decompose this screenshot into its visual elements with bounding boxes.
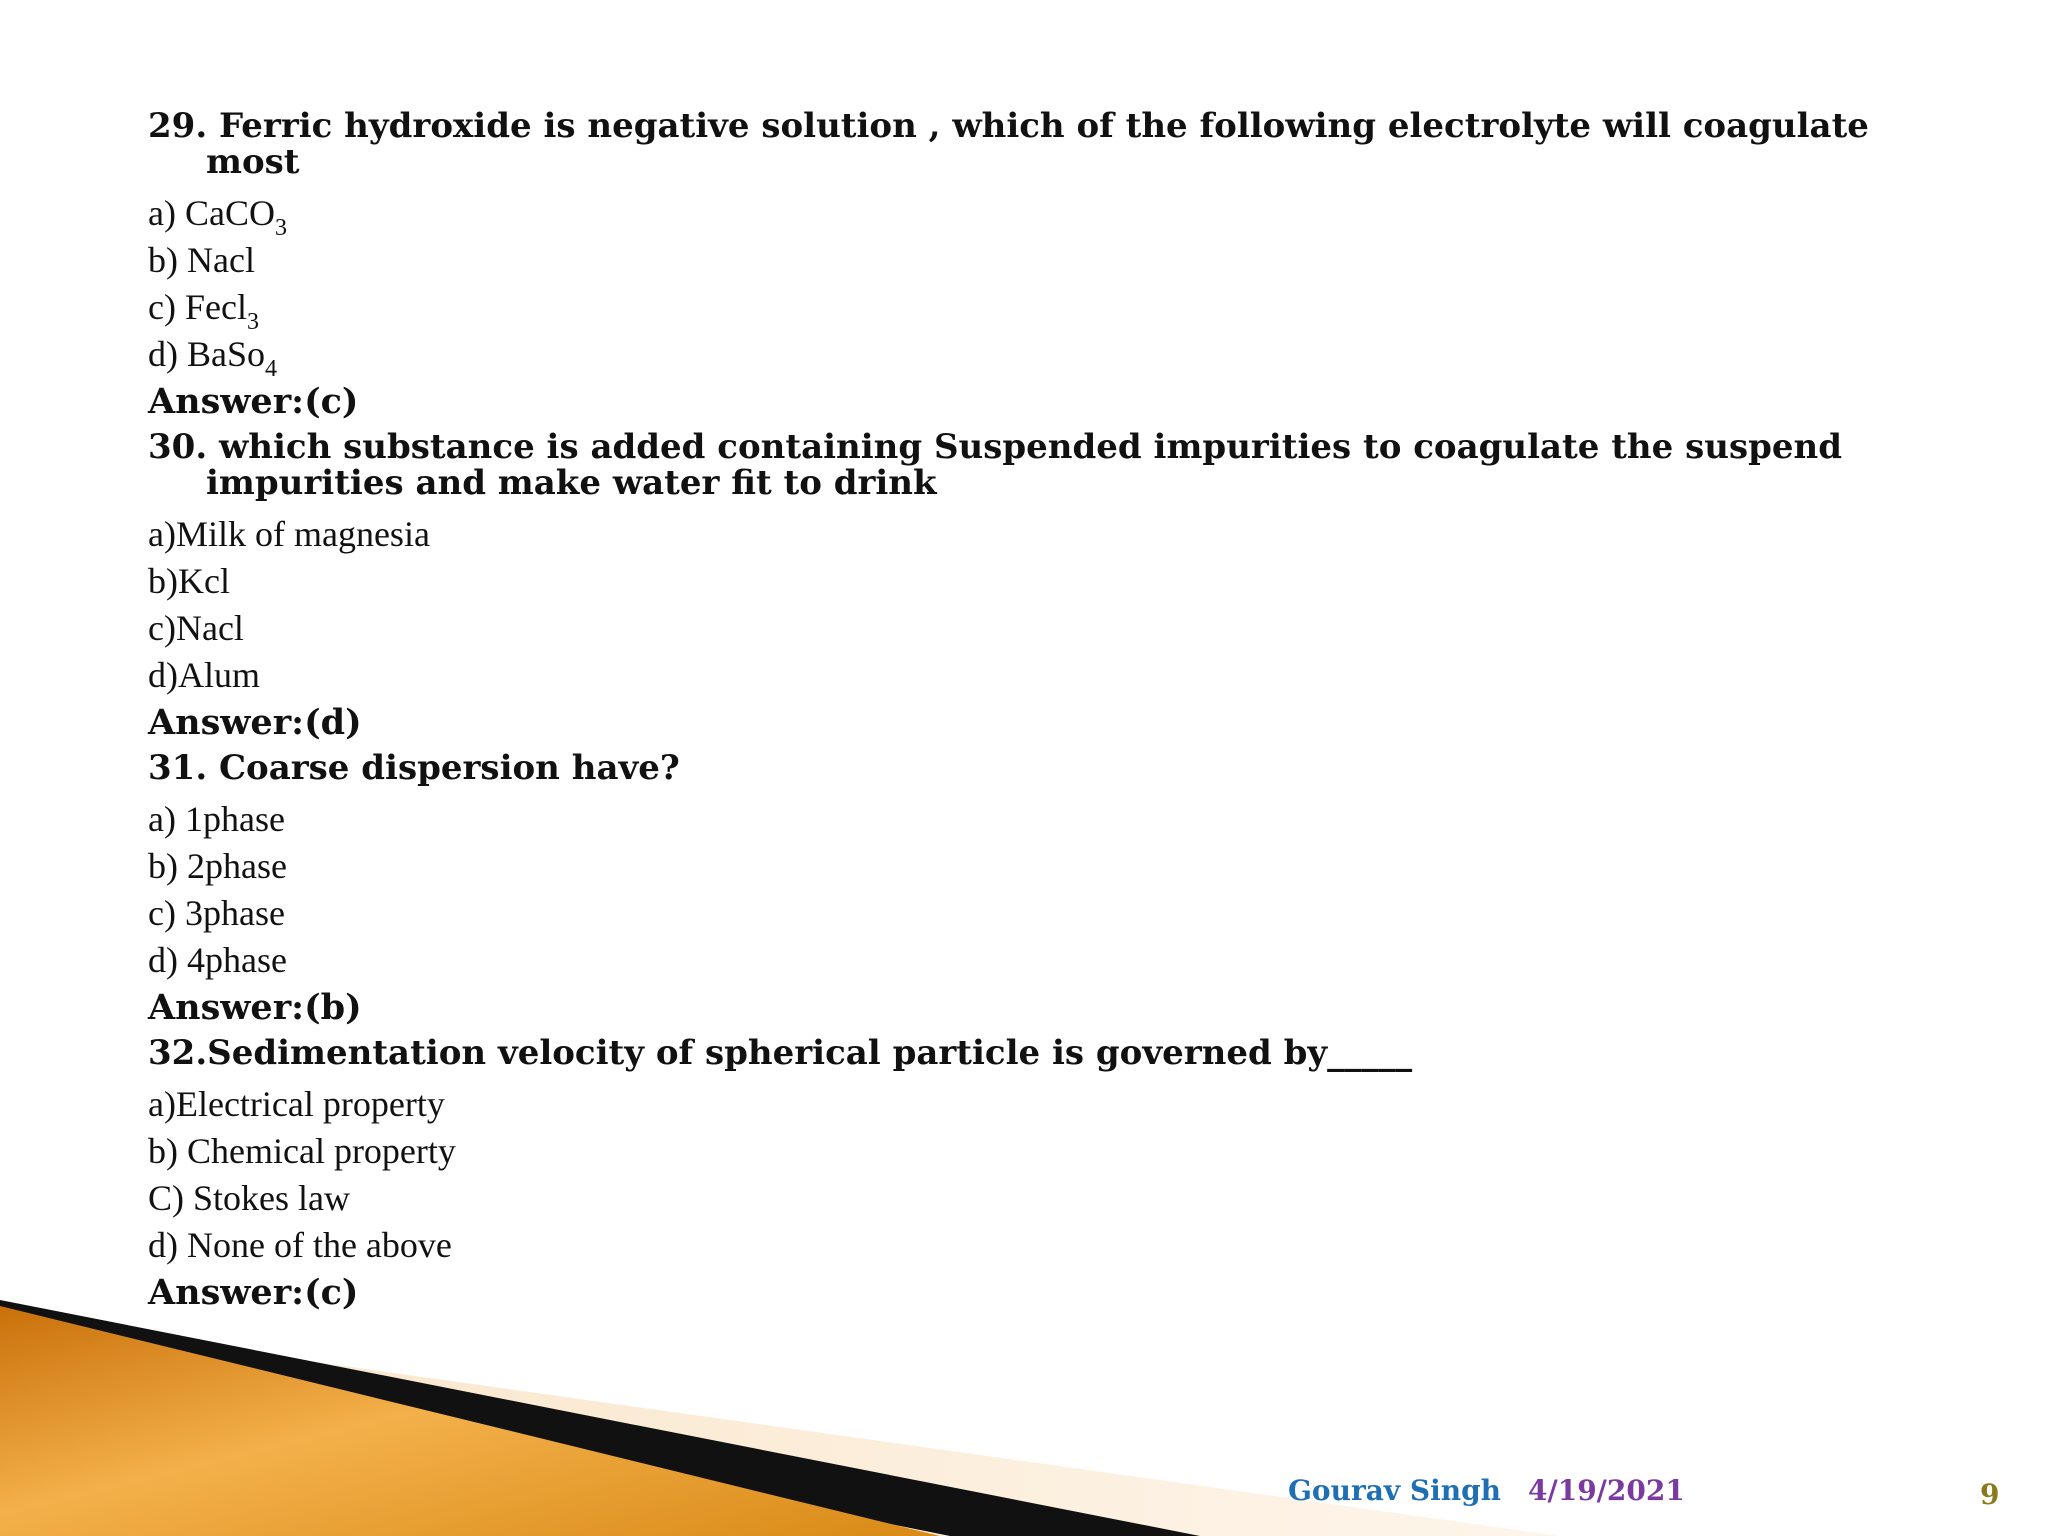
option: c) 3phase xyxy=(148,893,285,933)
footer-date: 4/19/2021 xyxy=(1528,1474,1685,1507)
question-text: 29. Ferric hydroxide is negative solution , which of the following electrolyte will coagulate most xyxy=(148,106,1869,182)
option: C) Stokes law xyxy=(148,1178,350,1218)
option: d)Alum xyxy=(148,655,260,695)
answer: Answer:(b) xyxy=(148,987,362,1028)
question-text: 32.Sedimentation velocity of spherical particle is governed by_____ xyxy=(148,1033,1413,1073)
option: a) 1phase xyxy=(148,799,285,839)
option: a)Electrical property xyxy=(148,1084,445,1124)
option: c)Nacl xyxy=(148,608,244,648)
option: d) None of the above xyxy=(148,1225,452,1265)
orange-wedge xyxy=(0,1306,940,1536)
option: a)Milk of magnesia xyxy=(148,514,430,554)
question-list xyxy=(148,104,1948,1316)
question-block-30 xyxy=(148,429,1948,746)
answer: Answer:(c) xyxy=(148,381,359,422)
question-block-31 xyxy=(148,750,1948,1031)
option: b) 2phase xyxy=(148,846,287,886)
question-block-32 xyxy=(148,1035,1948,1316)
question-text: 30. which substance is added containing Suspended impurities to coagulate the suspend impurities and make water fit to drink xyxy=(148,427,1843,503)
question-text: 31. Coarse dispersion have? xyxy=(148,748,680,788)
option: b) Chemical property xyxy=(148,1131,456,1171)
answer: Answer:(c) xyxy=(148,1272,359,1313)
option: d) BaSo$_4$ xyxy=(148,334,277,382)
answer: Answer:(d) xyxy=(148,702,362,743)
footer-author: Gourav Singh xyxy=(1288,1474,1502,1507)
option: b) Nacl xyxy=(148,240,255,280)
option: c) Fecl$_3$ xyxy=(148,287,259,335)
option: b)Kcl xyxy=(148,561,230,601)
option: d) 4phase xyxy=(148,940,287,980)
page-number: 9 xyxy=(1980,1478,2000,1511)
option: a) CaCO$_3$ xyxy=(148,193,287,241)
question-block-29 xyxy=(148,108,1948,425)
